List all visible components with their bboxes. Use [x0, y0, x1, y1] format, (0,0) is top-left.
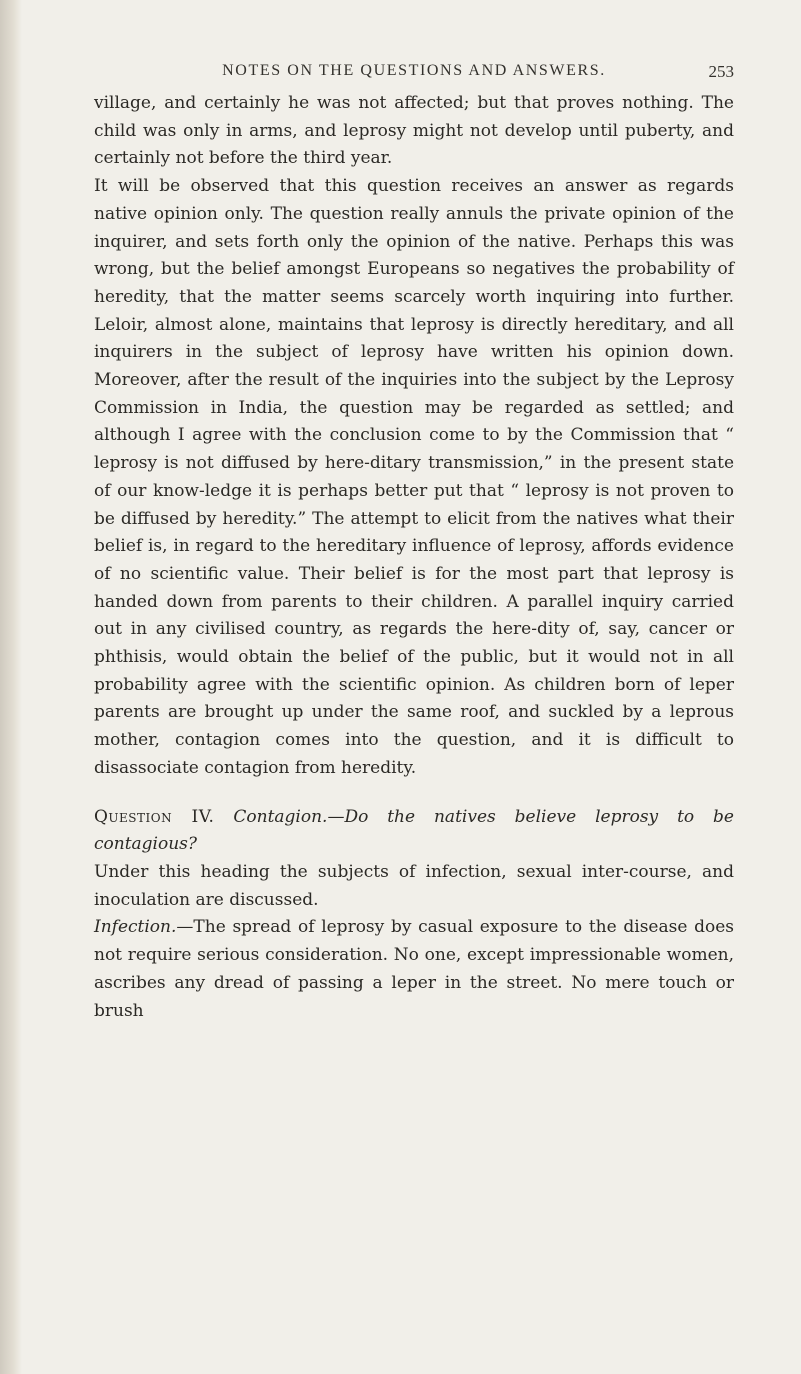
infection-lead-in: Infection. — [94, 917, 177, 938]
paragraph-infection — [94, 914, 734, 1025]
question-heading — [94, 804, 734, 859]
page-gutter-shadow — [0, 0, 22, 1374]
paragraph-subjects: Under this heading the subjects of infection, sexual inter-course, and inoculation are discussed. — [94, 861, 734, 910]
question-label: Question IV. — [94, 806, 215, 827]
question-title: Contagion. — [233, 806, 328, 827]
infection-text: —The spread of leprosy by casual exposure to the disease does not require serious consideration. No one, except impressionable women, ascribes any dread of passing a leper in the street. No mere touch or brush — [94, 917, 734, 1021]
book-page — [94, 62, 734, 1025]
paragraph-continuation: village, and certainly he was not affected; but that proves nothing. The child was only in arms, and leprosy might not develop until puberty, and certainly not before the third year. — [94, 93, 734, 169]
paragraph-heredity-opinion: It will be observed that this question receives an answer as regards native opinion only. The question really annuls the private opinion of the inquirer, and sets forth only the opinion of the native. Perhaps this was wrong, but the belief amongst Europeans so negatives the probability of heredity, that the matter seems scarcely worth inquiring into further. Leloir, almost alone, maintains that leprosy is directly hereditary, and all inquirers in the subject of leprosy have written his opinion down. Moreover, after the result of the inquiries into the subject by the Leprosy Commission in India, the question may be regarded as settled; and although I agree with the conclusion come to by the Commission that “ leprosy is not diffused by here-ditary transmission,” in the present state of our know-ledge it is perhaps better put that “ leprosy is not proven to be diffused by heredity.” The attempt to elicit from the natives what their belief is, in regard to the hereditary influence of leprosy, affords evidence of no scientific value. Their belief is for the most part that leprosy is handed down from parents to their children. A parallel inquiry carried out in any civilised country, as regards the here-dity of, say, cancer or phthisis, would obtain the belief of the public, but it would not in all probability agree with the scientific opinion. As children born of leper parents are brought up under the same roof, and suckled by a leprous mother, contagion comes into the question, and it is difficult to disassociate contagion from heredity. — [94, 176, 734, 778]
section-spacer — [94, 783, 734, 804]
running-head — [94, 62, 734, 90]
page-number: 253 — [708, 62, 734, 81]
question-text: —Do the natives believe leprosy to be contagious? — [94, 806, 734, 855]
running-title: NOTES ON THE QUESTIONS AND ANSWERS. — [222, 62, 606, 79]
